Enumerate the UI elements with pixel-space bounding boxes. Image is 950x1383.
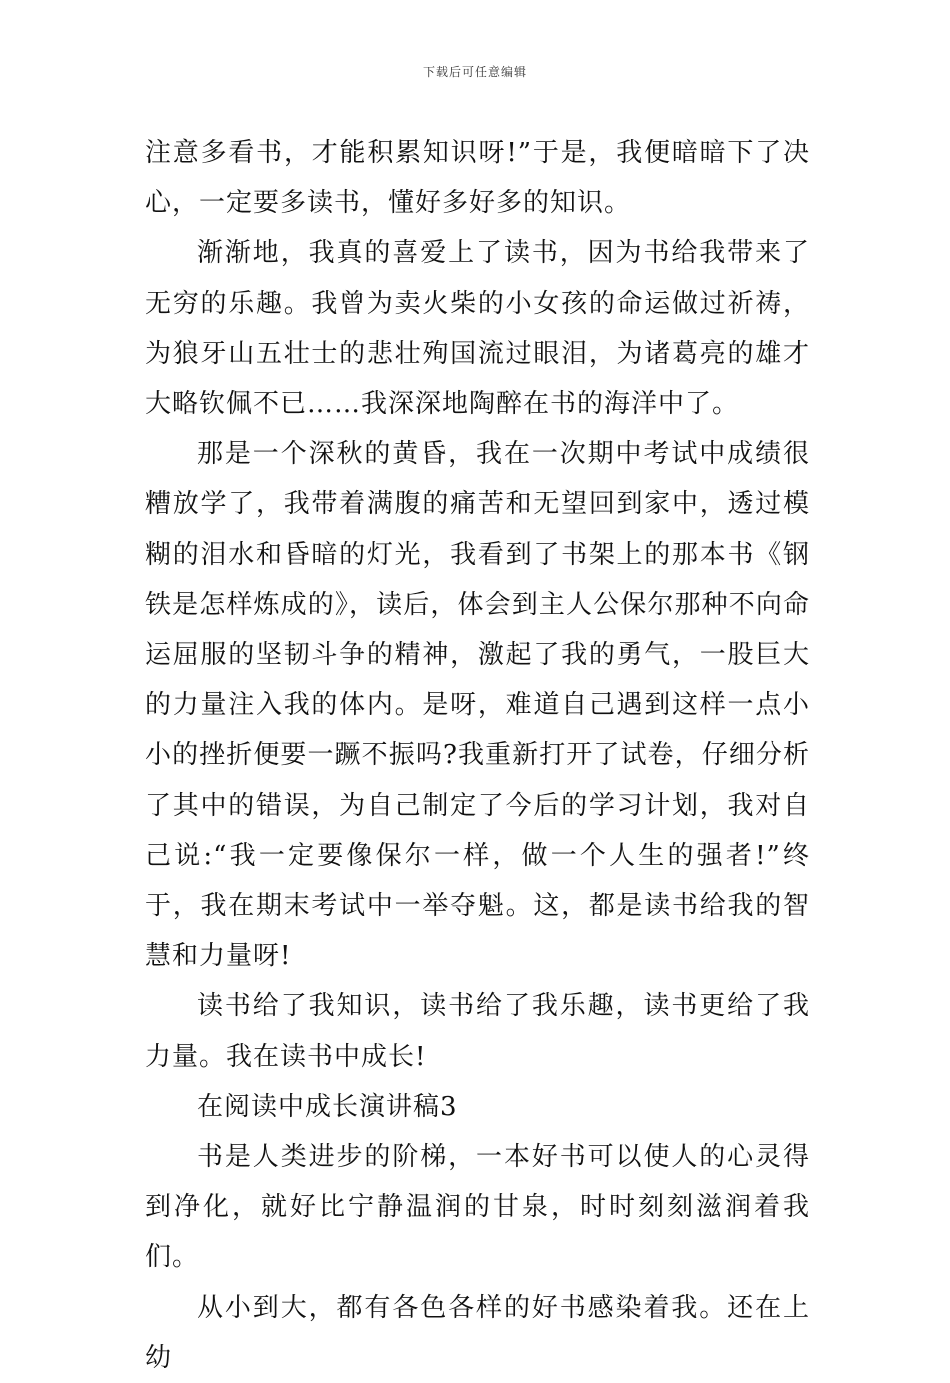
page-header: 下载后可任意编辑 [422,65,527,79]
paragraph: 读书给了我知识，读书给了我乐趣，读书更给了我力量。我在读书中成长! [145,991,810,1072]
paragraph: 书是人类进步的阶梯，一本好书可以使人的心灵得到净化，就好比宁静温润的甘泉，时时刻刻滋润着我们。 [145,1142,810,1273]
paragraph: 渐渐地，我真的喜爱上了读书，因为书给我带来了无穷的乐趣。我曾为卖火柴的小女孩的命运做过祈祷，为狼牙山五壮士的悲壮殉国流过眼泪，为诸葛亮的雄才大略钦佩不已……我深深地陶醉在书的海洋中了。 [145,238,810,420]
document-body [145,128,810,1383]
paragraph-continued: 注意多看书，才能积累知识呀!”于是，我便暗暗下了决心，一定要多读书，懂好多好多的知识。 [145,138,810,219]
paragraph: 那是一个深秋的黄昏，我在一次期中考试中成绩很糟放学了，我带着满腹的痛苦和无望回到家中，透过模糊的泪水和昏暗的灯光，我看到了书架上的那本书《钢铁是怎样炼成的》，读后，体会到主人公保尔那种不向命运屈服的坚韧斗争的精神，激起了我的勇气，一股巨大的力量注入我的体内。是呀，难道自己遇到这样一点小小的挫折便要一蹶不振吗?我重新打开了试卷，仔细分析了其中的错误，为自己制定了今后的学习计划，我对自己说:“我一定要像保尔一样，做一个人生的强者!”终于，我在期末考试中一举夺魁。这，都是读书给我的智慧和力量呀! [145,439,810,972]
section-heading: 在阅读中成长演讲稿3 [197,1091,458,1122]
paragraph: 从小到大，都有各色各样的好书感染着我。还在上幼 [145,1292,810,1373]
